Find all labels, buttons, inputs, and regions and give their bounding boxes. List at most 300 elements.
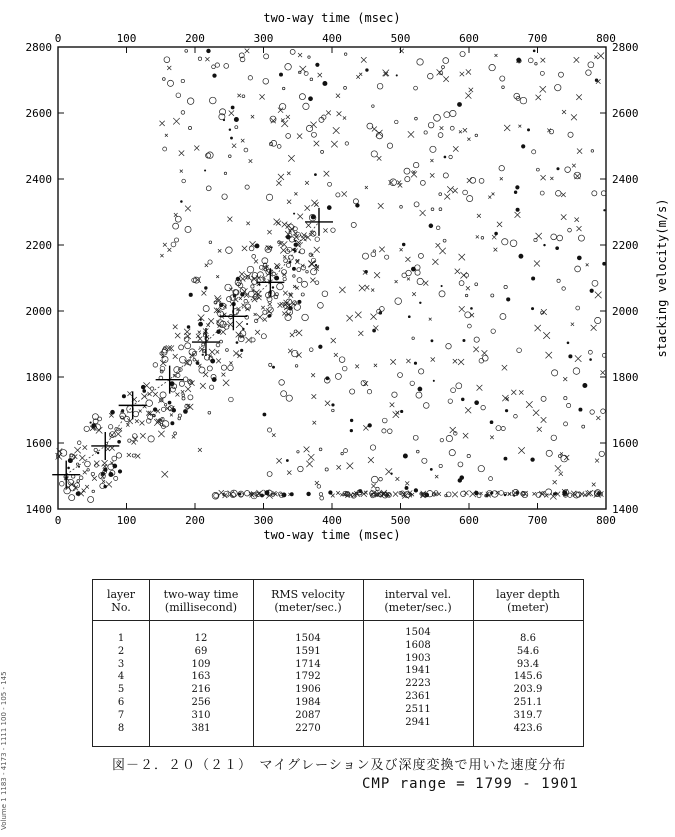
semblance-point xyxy=(439,208,442,211)
y-tick-label-left: 1400 xyxy=(25,503,52,516)
semblance-point xyxy=(306,461,312,467)
semblance-point xyxy=(162,78,165,81)
semblance-point xyxy=(148,436,154,442)
semblance-point xyxy=(212,74,216,78)
semblance-point xyxy=(170,421,174,425)
semblance-point xyxy=(321,150,324,153)
semblance-point xyxy=(367,123,373,129)
semblance-point xyxy=(175,333,180,338)
semblance-point xyxy=(467,138,470,141)
semblance-point xyxy=(294,243,298,247)
semblance-point xyxy=(180,170,183,173)
semblance-point xyxy=(571,114,577,120)
semblance-point xyxy=(259,94,264,99)
semblance-point xyxy=(325,326,329,330)
semblance-point xyxy=(515,212,521,218)
semblance-point xyxy=(303,103,309,109)
semblance-point xyxy=(262,276,265,279)
semblance-point xyxy=(185,333,191,339)
semblance-point xyxy=(198,448,202,452)
semblance-point xyxy=(182,179,186,183)
semblance-point xyxy=(83,445,87,449)
semblance-point xyxy=(431,208,434,211)
semblance-point xyxy=(374,272,380,278)
semblance-point xyxy=(405,481,409,485)
semblance-point xyxy=(205,57,209,61)
semblance-point xyxy=(574,217,578,221)
semblance-point xyxy=(122,394,126,398)
semblance-point xyxy=(423,403,429,409)
semblance-point xyxy=(167,66,171,70)
semblance-point xyxy=(492,235,496,239)
semblance-point xyxy=(76,463,78,465)
semblance-point xyxy=(555,246,559,250)
semblance-point xyxy=(336,491,340,495)
semblance-point xyxy=(331,403,334,406)
semblance-point xyxy=(365,285,369,289)
semblance-point xyxy=(474,491,479,496)
semblance-point xyxy=(184,329,190,335)
semblance-point xyxy=(439,71,443,75)
semblance-point xyxy=(410,381,414,385)
semblance-point xyxy=(267,428,271,432)
semblance-point xyxy=(489,477,493,481)
semblance-point xyxy=(267,314,270,317)
semblance-point xyxy=(286,459,289,462)
semblance-point xyxy=(135,454,140,459)
semblance-point xyxy=(141,385,146,390)
semblance-point xyxy=(450,126,454,130)
semblance-point xyxy=(444,156,447,159)
semblance-point xyxy=(405,176,410,181)
semblance-point xyxy=(265,490,270,495)
cell-interval: 2223 xyxy=(405,678,431,690)
semblance-point xyxy=(185,206,191,212)
x-tick-label-top: 0 xyxy=(54,32,62,45)
header-twt-line2: (millisecond) xyxy=(164,601,238,614)
header-twt-line1: two-way time xyxy=(163,588,239,601)
side-identifier: Volume 1 1183 - 4173 - 1111 100 - 105 - 145 xyxy=(0,671,8,830)
semblance-point xyxy=(400,410,403,413)
cell-rms: 2270 xyxy=(295,722,321,734)
semblance-point xyxy=(276,181,281,186)
semblance-point xyxy=(171,242,176,247)
semblance-point xyxy=(178,414,181,417)
semblance-point xyxy=(68,458,73,463)
semblance-point xyxy=(251,115,254,118)
semblance-point xyxy=(236,321,243,328)
semblance-point xyxy=(325,401,330,406)
semblance-point xyxy=(185,386,191,392)
semblance-point xyxy=(586,70,592,76)
semblance-point xyxy=(575,266,581,272)
header-rms-line1: RMS velocity xyxy=(271,588,345,601)
semblance-point xyxy=(245,185,249,189)
semblance-point xyxy=(368,423,372,427)
semblance-point xyxy=(453,359,457,363)
semblance-point xyxy=(188,380,192,384)
semblance-point xyxy=(209,241,212,244)
semblance-point xyxy=(481,405,486,410)
semblance-point xyxy=(333,127,340,134)
semblance-point xyxy=(475,134,478,137)
semblance-point xyxy=(599,451,604,456)
semblance-point xyxy=(85,461,91,467)
semblance-point xyxy=(328,490,332,494)
semblance-point xyxy=(227,217,232,222)
semblance-point xyxy=(469,88,473,92)
semblance-point xyxy=(167,248,171,252)
semblance-point xyxy=(535,325,541,331)
x-tick-label-top: 400 xyxy=(322,32,342,45)
semblance-point xyxy=(267,297,272,302)
semblance-point xyxy=(297,300,301,304)
semblance-point xyxy=(297,268,301,272)
cell-depth: 54.6 xyxy=(516,645,540,657)
semblance-point xyxy=(596,416,600,420)
semblance-point xyxy=(272,433,275,436)
semblance-point xyxy=(459,130,462,133)
semblance-point xyxy=(173,223,179,229)
semblance-point xyxy=(378,203,384,209)
semblance-point xyxy=(209,385,213,389)
semblance-point xyxy=(339,357,345,363)
semblance-point xyxy=(286,395,292,401)
semblance-point xyxy=(102,460,108,466)
semblance-point xyxy=(383,70,389,76)
semblance-point xyxy=(489,64,495,70)
semblance-point xyxy=(439,248,445,254)
semblance-point xyxy=(346,315,352,321)
semblance-point xyxy=(494,232,498,236)
semblance-point xyxy=(551,234,557,240)
header-twt xyxy=(149,588,253,614)
semblance-point xyxy=(568,132,573,137)
semblance-point xyxy=(286,223,292,229)
cell-rms: 1792 xyxy=(295,671,321,683)
semblance-point xyxy=(496,426,501,431)
semblance-point xyxy=(546,450,552,456)
header-interval xyxy=(363,588,473,614)
semblance-point xyxy=(466,286,470,290)
semblance-point xyxy=(573,368,580,375)
header-depth-line1: layer depth xyxy=(496,588,560,601)
semblance-point xyxy=(337,465,341,469)
semblance-point xyxy=(490,420,494,424)
semblance-point xyxy=(248,291,254,297)
semblance-point xyxy=(326,111,331,116)
semblance-point xyxy=(557,235,563,241)
semblance-point xyxy=(341,452,344,455)
semblance-point xyxy=(443,76,448,81)
semblance-point xyxy=(252,273,257,278)
x-tick-label-top: 700 xyxy=(527,32,548,45)
semblance-point xyxy=(588,350,592,354)
semblance-point xyxy=(251,285,254,288)
semblance-point xyxy=(480,492,483,495)
semblance-point xyxy=(181,79,184,82)
semblance-point xyxy=(228,365,234,371)
semblance-point xyxy=(187,325,190,328)
x-axis-title-bottom: two-way time (msec) xyxy=(263,528,401,542)
semblance-point xyxy=(601,409,606,414)
semblance-point xyxy=(504,125,510,131)
cell-depth: 8.6 xyxy=(520,633,536,644)
semblance-point xyxy=(335,373,341,379)
semblance-point xyxy=(222,194,227,199)
cell-interval: 1903 xyxy=(405,652,431,664)
semblance-point xyxy=(274,219,280,225)
x-tick-label-bottom: 0 xyxy=(54,514,62,527)
semblance-point xyxy=(556,167,559,170)
semblance-point xyxy=(418,253,423,258)
semblance-point xyxy=(450,110,456,116)
semblance-point xyxy=(446,343,452,349)
semblance-point xyxy=(356,75,360,79)
cell-twt: 69 xyxy=(194,645,208,657)
semblance-point xyxy=(286,115,290,119)
semblance-point xyxy=(536,95,541,100)
semblance-point xyxy=(463,433,468,438)
semblance-point xyxy=(501,426,505,430)
semblance-point xyxy=(305,205,310,210)
semblance-point xyxy=(411,267,416,272)
semblance-point xyxy=(371,484,375,488)
semblance-point xyxy=(562,110,566,114)
semblance-point xyxy=(431,339,434,342)
semblance-point xyxy=(334,353,338,357)
semblance-point xyxy=(579,492,584,497)
semblance-point xyxy=(424,131,427,134)
semblance-point xyxy=(558,72,563,77)
semblance-point xyxy=(459,306,465,312)
semblance-point xyxy=(428,122,434,128)
semblance-point xyxy=(340,493,343,496)
semblance-point xyxy=(555,190,561,196)
x-tick-label-top: 300 xyxy=(253,32,274,45)
semblance-point xyxy=(458,359,464,365)
semblance-point xyxy=(506,297,510,301)
semblance-point xyxy=(160,392,166,398)
semblance-point xyxy=(257,272,263,278)
semblance-point xyxy=(417,278,423,284)
semblance-point xyxy=(343,116,346,119)
semblance-point xyxy=(578,235,584,241)
semblance-point xyxy=(227,297,232,302)
figure-caption: 図－２．２０（２１） マイグレーション及び深度変換で用いた速度分布 xyxy=(112,758,567,773)
semblance-point xyxy=(413,162,418,167)
semblance-point xyxy=(287,200,291,204)
semblance-point xyxy=(315,63,319,67)
semblance-point xyxy=(224,63,229,68)
x-tick-label-top: 200 xyxy=(185,32,205,45)
semblance-point xyxy=(460,72,464,76)
semblance-point xyxy=(198,336,203,341)
semblance-point xyxy=(160,360,166,366)
semblance-point xyxy=(576,94,582,100)
semblance-point xyxy=(342,191,347,196)
semblance-point xyxy=(228,155,231,158)
semblance-point xyxy=(183,409,188,414)
y-tick-label-right: 2200 xyxy=(612,239,639,252)
semblance-point xyxy=(379,307,384,312)
semblance-point xyxy=(514,191,517,194)
semblance-point xyxy=(482,355,488,361)
semblance-point xyxy=(310,122,316,128)
header-depth xyxy=(473,588,583,614)
semblance-point xyxy=(162,421,168,427)
semblance-point xyxy=(446,435,452,441)
semblance-point xyxy=(91,423,96,428)
semblance-point xyxy=(347,462,354,469)
semblance-point xyxy=(304,446,310,452)
semblance-point xyxy=(504,285,507,288)
semblance-point xyxy=(110,433,114,437)
semblance-point xyxy=(88,496,94,502)
semblance-point xyxy=(395,477,399,481)
semblance-point xyxy=(315,264,317,266)
semblance-point xyxy=(68,479,74,485)
semblance-point xyxy=(565,167,571,173)
cell-twt: 256 xyxy=(191,697,211,708)
semblance-point xyxy=(196,334,200,338)
header-rms-line2: (meter/sec.) xyxy=(274,601,342,614)
semblance-point xyxy=(251,338,255,342)
semblance-point xyxy=(281,120,288,127)
semblance-point xyxy=(77,441,81,445)
semblance-point xyxy=(150,387,153,390)
cell-layer: 2 xyxy=(117,645,125,657)
semblance-point xyxy=(114,476,118,480)
semblance-point xyxy=(518,125,521,128)
semblance-point xyxy=(244,299,248,303)
semblance-point xyxy=(242,246,247,251)
semblance-point xyxy=(185,49,188,52)
semblance-point xyxy=(566,403,570,407)
semblance-point xyxy=(540,191,544,195)
semblance-point xyxy=(370,314,376,320)
semblance-point xyxy=(305,181,309,185)
cell-twt: 163 xyxy=(191,671,211,683)
semblance-point xyxy=(574,57,580,63)
semblance-point xyxy=(418,387,423,392)
semblance-point xyxy=(272,286,274,288)
semblance-point xyxy=(552,370,558,376)
semblance-point xyxy=(595,292,602,299)
semblance-point xyxy=(575,355,582,362)
semblance-point xyxy=(282,222,288,228)
semblance-point xyxy=(297,214,303,220)
semblance-point xyxy=(232,144,236,148)
semblance-point xyxy=(173,118,180,125)
semblance-point xyxy=(140,420,145,425)
semblance-point xyxy=(420,180,425,185)
semblance-point xyxy=(311,269,317,275)
semblance-point xyxy=(491,294,494,297)
semblance-point xyxy=(603,209,605,211)
semblance-point xyxy=(135,419,139,423)
y-tick-label-left: 2800 xyxy=(25,41,52,54)
semblance-point xyxy=(115,431,121,437)
semblance-point xyxy=(161,417,164,420)
semblance-point xyxy=(365,68,368,71)
semblance-point xyxy=(220,329,226,335)
semblance-point xyxy=(595,459,599,463)
semblance-point xyxy=(567,341,570,344)
semblance-point xyxy=(229,110,234,115)
semblance-point xyxy=(475,283,478,286)
semblance-point xyxy=(220,340,223,343)
semblance-point xyxy=(216,275,219,278)
semblance-point xyxy=(432,259,438,265)
semblance-point xyxy=(170,414,173,417)
semblance-point xyxy=(108,472,113,477)
semblance-point xyxy=(430,146,436,152)
semblance-point xyxy=(116,453,121,458)
semblance-point xyxy=(208,260,212,264)
semblance-point xyxy=(561,455,568,462)
semblance-point xyxy=(208,318,214,324)
semblance-point xyxy=(465,93,471,99)
semblance-point xyxy=(521,144,525,148)
semblance-point xyxy=(161,407,165,411)
semblance-point xyxy=(414,86,418,90)
semblance-point xyxy=(302,314,309,321)
semblance-point xyxy=(92,476,97,481)
semblance-point xyxy=(120,413,126,419)
semblance-point xyxy=(561,192,566,197)
semblance-point xyxy=(142,389,146,393)
semblance-point xyxy=(442,66,445,69)
semblance-point xyxy=(267,472,272,477)
semblance-point xyxy=(164,57,170,63)
semblance-point xyxy=(279,380,285,386)
semblance-point xyxy=(299,66,306,73)
semblance-point xyxy=(181,390,184,393)
semblance-point xyxy=(546,489,552,495)
semblance-point xyxy=(168,401,172,405)
semblance-point xyxy=(127,453,131,457)
semblance-point xyxy=(163,243,167,247)
semblance-point xyxy=(181,111,185,115)
semblance-point xyxy=(242,95,245,98)
semblance-point xyxy=(292,267,296,271)
semblance-point xyxy=(555,492,557,494)
semblance-point xyxy=(236,341,239,344)
semblance-point xyxy=(460,51,465,56)
semblance-point xyxy=(403,454,408,459)
semblance-point xyxy=(499,165,504,170)
semblance-point xyxy=(476,235,479,238)
y-axis-title-right: stacking velocity(m/s) xyxy=(655,198,669,358)
semblance-point xyxy=(297,278,302,283)
semblance-point xyxy=(540,71,544,75)
semblance-point xyxy=(563,377,567,381)
semblance-point xyxy=(206,49,210,53)
semblance-point xyxy=(436,243,441,248)
semblance-point xyxy=(574,172,581,179)
header-layer xyxy=(93,588,149,614)
semblance-point xyxy=(294,304,300,310)
semblance-point xyxy=(299,94,305,100)
semblance-point xyxy=(440,438,443,441)
semblance-point xyxy=(402,243,405,246)
semblance-point xyxy=(377,83,383,89)
semblance-point xyxy=(320,496,324,500)
semblance-point xyxy=(541,175,546,180)
semblance-point xyxy=(94,461,99,466)
semblance-point xyxy=(224,172,226,174)
